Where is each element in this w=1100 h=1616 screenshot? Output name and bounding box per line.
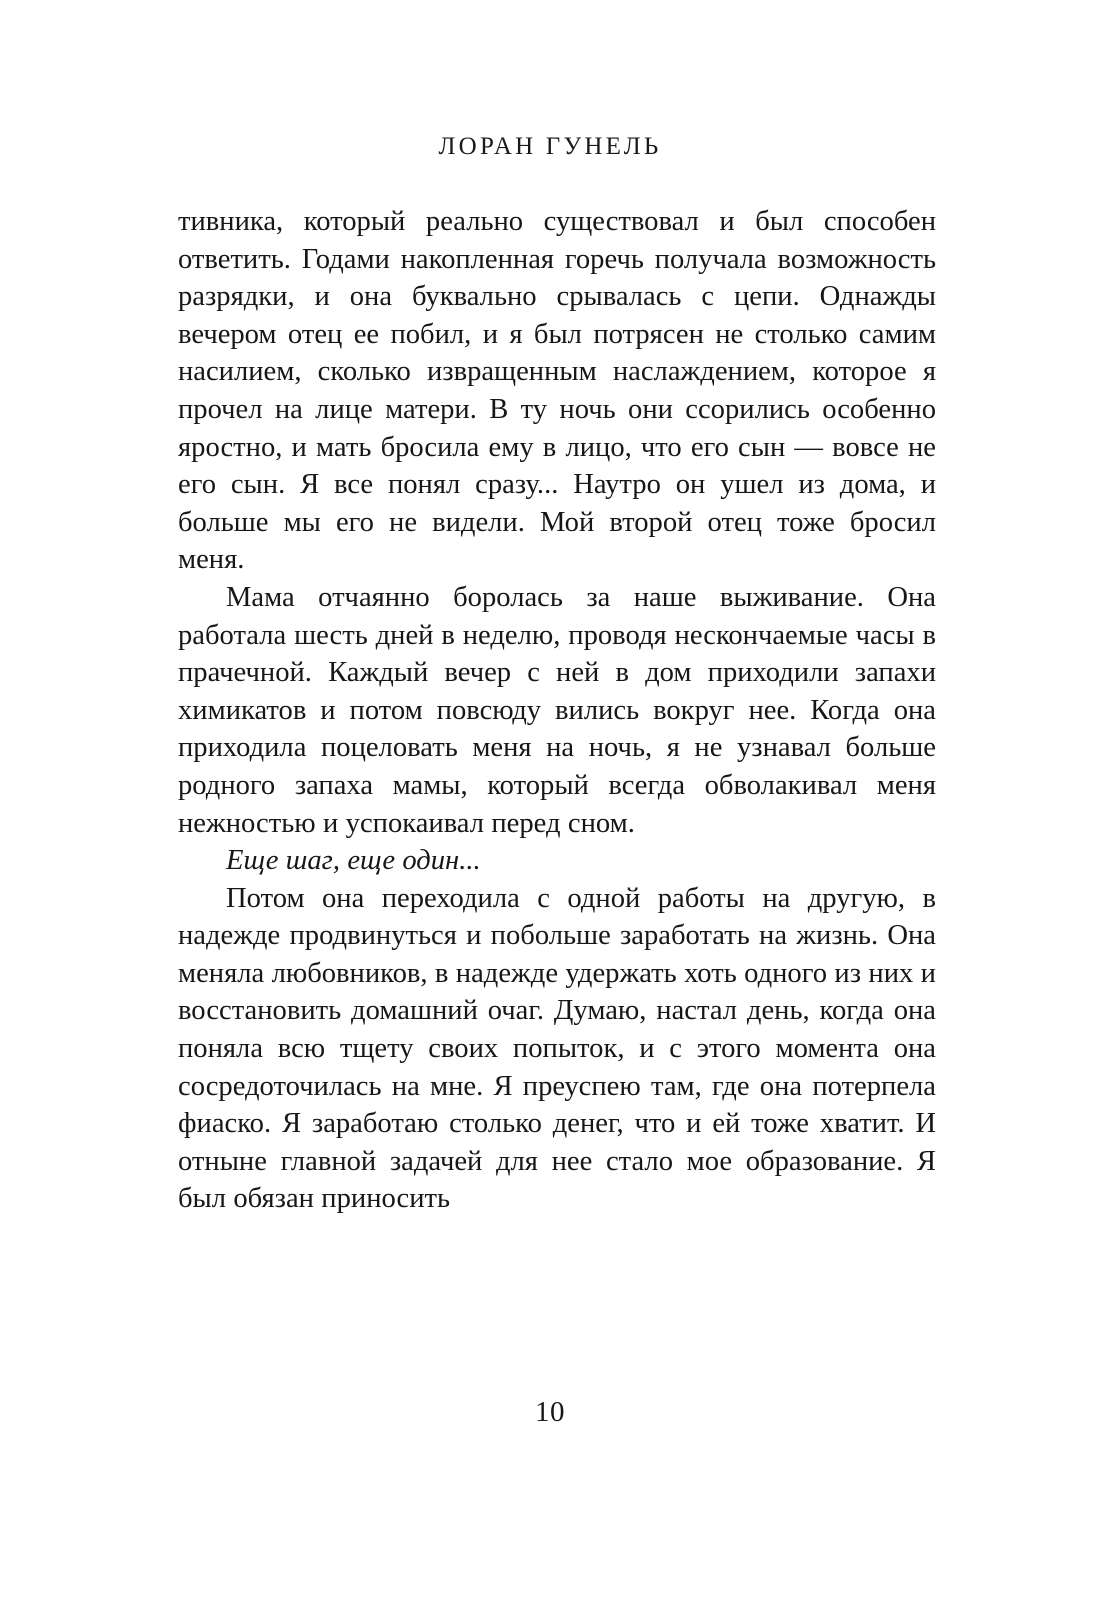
running-header: ЛОРАН ГУНЕЛЬ <box>438 133 662 160</box>
body-paragraph: Потом она переходила с одной работы на другую, в надежде продвинуться и побольше заработать на жизнь. Она меняла любовников, в надежде удержать хоть одного из них и восстановить домашний очаг. Думаю, настал день, когда она поняла всю тщету своих попыток, и с этого момента она сосредоточилась на мне. Я преуспею там, где она потерпела фиаско. Я заработаю столько денег, что и ей тоже хватит. И отныне главной задачей для нее стало мое образование. Я был обязан приносить <box>178 882 936 1215</box>
italic-interjection-line: Еще шаг, еще один... <box>226 845 481 877</box>
body-paragraph: Мама отчаянно боролась за наше выживание. Она работала шесть дней в неделю, проводя нескончаемые часы в прачечной. Каждый вечер с ней в дом приходили запахи химикатов и потом повсюду вились вокруг нее. Когда она приходила поцеловать меня на ночь, я не узнавал больше родного запаха мамы, который всегда обволакивал меня нежностью и успокаивал перед сном. <box>178 581 936 839</box>
body-text-block <box>178 203 936 1218</box>
body-paragraph: тивника, который реально существовал и был способен ответить. Годами накопленная горечь получала возможность разрядки, и она буквально срывалась с цепи. Однажды вечером отец ее побил, и я был потрясен не столько самим насилием, сколько извращенным наслаждением, которое я прочел на лице матери. В ту ночь они ссорились особенно яростно, и мать бросила ему в лицо, что его сын — вовсе не его сын. Я все понял сразу... Наутро он ушел из дома, и больше мы его не видели. Мой второй отец тоже бросил меня. <box>178 206 936 576</box>
page-number: 10 <box>535 1396 565 1428</box>
